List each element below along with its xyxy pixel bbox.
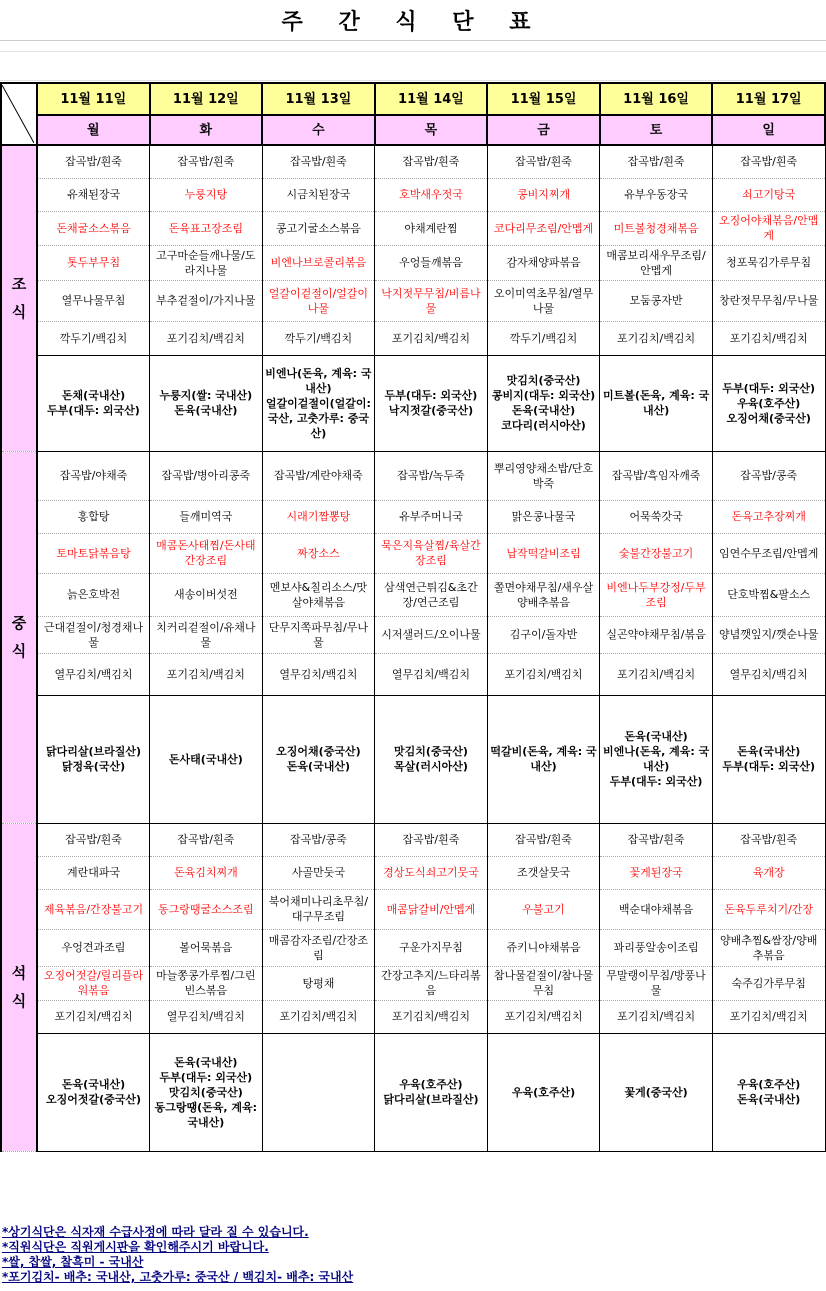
menu-item: 잡곡밥/흰죽 bbox=[712, 823, 825, 856]
date-cell: 11월 15일 bbox=[487, 83, 600, 115]
menu-item: 치커리겉절이/유채나물 bbox=[150, 616, 263, 653]
spacer-row bbox=[0, 52, 826, 81]
menu-item: 매콤돈사태찜/돈사태간장조림 bbox=[150, 533, 263, 573]
origin-row bbox=[1, 1033, 825, 1151]
menu-item: 모둠콩자반 bbox=[600, 280, 713, 321]
spacer-row bbox=[0, 41, 826, 52]
origin-info: 맛김치(중국산) 콩비지(대두: 외국산) 돈육(국내산) 코다리(러시아산) bbox=[487, 355, 600, 451]
menu-item: 구운가지무침 bbox=[375, 929, 488, 966]
note-line: *포기김치- 배추: 국내산, 고춧가루: 중국산 / 백김치- 배추: 국내산 bbox=[2, 1270, 354, 1284]
origin-info: 두부(대두: 외국산) 우육(호주산) 오징어채(중국산) bbox=[712, 355, 825, 451]
menu-item: 비엔나브로콜리볶음 bbox=[262, 245, 375, 280]
menu-item: 부추겉절이/가지나물 bbox=[150, 280, 263, 321]
menu-item: 잡곡밥/녹두죽 bbox=[375, 451, 488, 500]
origin-info: 맛김치(중국산) 목살(러시아산) bbox=[375, 695, 488, 823]
menu-row bbox=[1, 653, 825, 695]
menu-item: 깍두기/백김치 bbox=[37, 321, 150, 355]
menu-row bbox=[1, 145, 825, 178]
menu-item: 잡곡밥/흰죽 bbox=[150, 823, 263, 856]
origin-info: 꽃게(중국산) bbox=[600, 1033, 713, 1151]
menu-item: 제육볶음/간장불고기 bbox=[37, 889, 150, 929]
day-cell: 일 bbox=[712, 115, 825, 145]
menu-item: 콩고기굴소스볶음 bbox=[262, 211, 375, 245]
day-row bbox=[1, 115, 825, 145]
menu-row bbox=[1, 280, 825, 321]
menu-item: 감자채양파볶음 bbox=[487, 245, 600, 280]
menu-row bbox=[1, 823, 825, 856]
menu-item: 우엉들깨볶음 bbox=[375, 245, 488, 280]
origin-info: 돈육(국내산) 오징어젓갈(중국산) bbox=[37, 1033, 150, 1151]
menu-item: 야채계란찜 bbox=[375, 211, 488, 245]
menu-item: 포기김치/백김치 bbox=[712, 321, 825, 355]
meal-label: 중 식 bbox=[1, 451, 37, 823]
date-cell: 11월 11일 bbox=[37, 83, 150, 115]
weekly-menu-table bbox=[0, 82, 826, 1152]
origin-info bbox=[262, 1033, 375, 1151]
menu-item: 잡곡밥/콩죽 bbox=[262, 823, 375, 856]
menu-row bbox=[1, 321, 825, 355]
menu-item: 늙은호박전 bbox=[37, 573, 150, 616]
menu-item: 잡곡밥/흰죽 bbox=[712, 145, 825, 178]
menu-item: 코다리무조림/안멥게 bbox=[487, 211, 600, 245]
menu-item: 잡곡밥/흰죽 bbox=[487, 145, 600, 178]
day-cell: 토 bbox=[600, 115, 713, 145]
menu-item: 경상도식쇠고기뭇국 bbox=[375, 856, 488, 889]
menu-item: 잡곡밥/흰죽 bbox=[600, 823, 713, 856]
menu-item: 쫄면야채무침/새우살양배추볶음 bbox=[487, 573, 600, 616]
menu-item: 돈육표고장조림 bbox=[150, 211, 263, 245]
menu-item: 숯불간장불고기 bbox=[600, 533, 713, 573]
origin-row bbox=[1, 695, 825, 823]
menu-item: 매콤닭갈비/안멥게 bbox=[375, 889, 488, 929]
menu-item: 호박새우젓국 bbox=[375, 178, 488, 211]
origin-info: 돈채(국내산) 두부(대두: 외국산) bbox=[37, 355, 150, 451]
menu-item: 임연수무조림/안멥게 bbox=[712, 533, 825, 573]
menu-item: 포기김치/백김치 bbox=[600, 653, 713, 695]
menu-item: 맑은콩나물국 bbox=[487, 500, 600, 533]
menu-item: 낙지젓무무침/비름나물 bbox=[375, 280, 488, 321]
menu-item: 열무김치/백김치 bbox=[712, 653, 825, 695]
menu-item: 잡곡밥/흑임자깨죽 bbox=[600, 451, 713, 500]
date-row bbox=[1, 83, 825, 115]
menu-item: 잡곡밥/야채죽 bbox=[37, 451, 150, 500]
menu-item: 시저샐러드/오이나물 bbox=[375, 616, 488, 653]
menu-item: 매콤감자조림/간장조림 bbox=[262, 929, 375, 966]
menu-item: 꽃게된장국 bbox=[600, 856, 713, 889]
corner-cell bbox=[1, 83, 37, 145]
menu-item: 쇠고기탕국 bbox=[712, 178, 825, 211]
menu-item: 뿌리영양채소밥/단호박죽 bbox=[487, 451, 600, 500]
menu-row bbox=[1, 533, 825, 573]
menu-item: 창란젓무무침/무나물 bbox=[712, 280, 825, 321]
menu-row bbox=[1, 889, 825, 929]
note-line: *쌀, 찹쌀, 찰흑미 - 국내산 bbox=[2, 1255, 144, 1269]
menu-item: 육개장 bbox=[712, 856, 825, 889]
menu-item: 양배추찜&쌈장/양배추볶음 bbox=[712, 929, 825, 966]
origin-info: 오징어채(중국산) 돈육(국내산) bbox=[262, 695, 375, 823]
menu-item: 잡곡밥/흰죽 bbox=[150, 145, 263, 178]
menu-item: 콩비지찌개 bbox=[487, 178, 600, 211]
menu-item: 간장고추지/느타리볶음 bbox=[375, 966, 488, 1000]
menu-row bbox=[1, 1000, 825, 1033]
day-cell: 수 bbox=[262, 115, 375, 145]
menu-item: 잡곡밥/흰죽 bbox=[375, 823, 488, 856]
menu-item: 돈육김치찌개 bbox=[150, 856, 263, 889]
origin-info: 미트볼(돈육, 계육: 국내산) bbox=[600, 355, 713, 451]
note-line: *직원식단은 직원게시판을 확인해주시기 바랍니다. bbox=[2, 1240, 269, 1254]
menu-row bbox=[1, 178, 825, 211]
menu-item: 미트볼청경채볶음 bbox=[600, 211, 713, 245]
menu-item: 삼색연근튀김&초간장/연근조림 bbox=[375, 573, 488, 616]
menu-item: 포기김치/백김치 bbox=[487, 1000, 600, 1033]
menu-item: 포기김치/백김치 bbox=[150, 321, 263, 355]
origin-info: 누룽지(쌀: 국내산) 돈육(국내산) bbox=[150, 355, 263, 451]
menu-item: 시래기짬뽕탕 bbox=[262, 500, 375, 533]
menu-item: 누룽지탕 bbox=[150, 178, 263, 211]
menu-row bbox=[1, 245, 825, 280]
date-cell: 11월 17일 bbox=[712, 83, 825, 115]
menu-item: 열무김치/백김치 bbox=[375, 653, 488, 695]
date-cell: 11월 16일 bbox=[600, 83, 713, 115]
menu-item: 묵은지육살찜/육살간장조림 bbox=[375, 533, 488, 573]
day-cell: 금 bbox=[487, 115, 600, 145]
origin-info: 돈육(국내산) 비엔나(돈육, 계육: 국내산) 두부(대두: 외국산) bbox=[600, 695, 713, 823]
menu-item: 유채된장국 bbox=[37, 178, 150, 211]
menu-item: 김구이/돌자반 bbox=[487, 616, 600, 653]
day-cell: 월 bbox=[37, 115, 150, 145]
menu-item: 얼갈이겉절이/얼갈이나물 bbox=[262, 280, 375, 321]
origin-info: 비엔나(돈육, 계육: 국내산) 얼갈이겉절이(얼갈이: 국산, 고춧가루: 중국산) bbox=[262, 355, 375, 451]
menu-item: 청포묵김가루무침 bbox=[712, 245, 825, 280]
menu-item: 꽈리풍알송이조림 bbox=[600, 929, 713, 966]
menu-row bbox=[1, 211, 825, 245]
menu-item: 우엉견과조림 bbox=[37, 929, 150, 966]
menu-item: 돈채굴소스볶음 bbox=[37, 211, 150, 245]
menu-item: 포기김치/백김치 bbox=[375, 321, 488, 355]
menu-item: 단무지쪽파무침/무나물 bbox=[262, 616, 375, 653]
page-title: 주 간 식 단 표 bbox=[281, 9, 545, 35]
menu-item: 오징어젓갈/릴리플라워볶음 bbox=[37, 966, 150, 1000]
origin-info: 두부(대두: 외국산) 낙지젓갈(중국산) bbox=[375, 355, 488, 451]
menu-item: 우불고기 bbox=[487, 889, 600, 929]
menu-item: 포기김치/백김치 bbox=[712, 1000, 825, 1033]
menu-item: 오이미역초무침/열무나물 bbox=[487, 280, 600, 321]
menu-item: 백순대야채볶음 bbox=[600, 889, 713, 929]
menu-item: 매콤보리새우무조림/안멥게 bbox=[600, 245, 713, 280]
menu-item: 열무김치/백김치 bbox=[37, 653, 150, 695]
menu-row bbox=[1, 856, 825, 889]
menu-item: 동그랑땡굴소스조림 bbox=[150, 889, 263, 929]
menu-item: 유부우동장국 bbox=[600, 178, 713, 211]
menu-row bbox=[1, 966, 825, 1000]
menu-item: 열무김치/백김치 bbox=[150, 1000, 263, 1033]
menu-item: 포기김치/백김치 bbox=[487, 653, 600, 695]
menu-item: 열무김치/백김치 bbox=[262, 653, 375, 695]
origin-info: 떡갈비(돈육, 계육: 국내산) bbox=[487, 695, 600, 823]
menu-item: 홍합탕 bbox=[37, 500, 150, 533]
menu-item: 새송이버섯전 bbox=[150, 573, 263, 616]
origin-info: 우육(호주산) 돈육(국내산) bbox=[712, 1033, 825, 1151]
menu-item: 근대겉절이/청경채나물 bbox=[37, 616, 150, 653]
menu-item: 비엔나두부강정/두부조림 bbox=[600, 573, 713, 616]
menu-item: 실곤약야채무침/볶음 bbox=[600, 616, 713, 653]
menu-item: 유부주머니국 bbox=[375, 500, 488, 533]
menu-item: 열무나물무침 bbox=[37, 280, 150, 321]
date-cell: 11월 13일 bbox=[262, 83, 375, 115]
menu-item: 잡곡밥/흰죽 bbox=[375, 145, 488, 178]
menu-item: 숙주김가루무침 bbox=[712, 966, 825, 1000]
menu-item: 단호박찜&팔소스 bbox=[712, 573, 825, 616]
diagonal-line bbox=[2, 85, 34, 143]
menu-item: 포기김치/백김치 bbox=[600, 1000, 713, 1033]
menu-item: 잡곡밥/계란야채죽 bbox=[262, 451, 375, 500]
menu-item: 탕평채 bbox=[262, 966, 375, 1000]
menu-item: 어묵쑥갓국 bbox=[600, 500, 713, 533]
title-bar bbox=[0, 0, 826, 41]
menu-item: 토마토닭볶음탕 bbox=[37, 533, 150, 573]
menu-item: 포기김치/백김치 bbox=[37, 1000, 150, 1033]
menu-item: 돈육고추장찌개 bbox=[712, 500, 825, 533]
date-cell: 11월 14일 bbox=[375, 83, 488, 115]
menu-item: 사골만둣국 bbox=[262, 856, 375, 889]
menu-item: 돈육두루치기/간장 bbox=[712, 889, 825, 929]
menu-item: 무말랭이무침/방풍나물 bbox=[600, 966, 713, 1000]
menu-item: 쥬키니야채볶음 bbox=[487, 929, 600, 966]
menu-item: 잡곡밥/흰죽 bbox=[37, 823, 150, 856]
note-line: *상기식단은 식자재 수급사정에 따라 달라 질 수 있습니다. bbox=[2, 1225, 309, 1239]
origin-info: 돈육(국내산) 두부(대두: 외국산) bbox=[712, 695, 825, 823]
menu-item: 포기김치/백김치 bbox=[600, 321, 713, 355]
menu-item: 멘보샤&칠리소스/맛살야채볶음 bbox=[262, 573, 375, 616]
menu-item: 마늘쫑콩가루찜/그린빈스볶음 bbox=[150, 966, 263, 1000]
menu-row bbox=[1, 451, 825, 500]
menu-item: 고구마순들깨나물/도라지나물 bbox=[150, 245, 263, 280]
menu-item: 양념깻잎지/깻순나물 bbox=[712, 616, 825, 653]
origin-info: 돈사태(국내산) bbox=[150, 695, 263, 823]
menu-item: 볼어묵볶음 bbox=[150, 929, 263, 966]
menu-row bbox=[1, 616, 825, 653]
meal-label: 석 식 bbox=[1, 823, 37, 1151]
menu-item: 계란대파국 bbox=[37, 856, 150, 889]
origin-info: 우육(호주산) 닭다리살(브라질산) bbox=[375, 1033, 488, 1151]
menu-row bbox=[1, 573, 825, 616]
menu-item: 시금치된장국 bbox=[262, 178, 375, 211]
menu-item: 포기김치/백김치 bbox=[375, 1000, 488, 1033]
menu-item: 납작떡갈비조림 bbox=[487, 533, 600, 573]
meal-label: 조 식 bbox=[1, 145, 37, 451]
menu-item: 참나물겉절이/참나물무침 bbox=[487, 966, 600, 1000]
menu-item: 포기김치/백김치 bbox=[150, 653, 263, 695]
menu-item: 깍두기/백김치 bbox=[262, 321, 375, 355]
day-cell: 화 bbox=[150, 115, 263, 145]
menu-item: 잡곡밥/콩죽 bbox=[712, 451, 825, 500]
menu-item: 톳두부무침 bbox=[37, 245, 150, 280]
menu-item: 깍두기/백김치 bbox=[487, 321, 600, 355]
menu-item: 잡곡밥/흰죽 bbox=[37, 145, 150, 178]
menu-item: 잡곡밥/흰죽 bbox=[600, 145, 713, 178]
menu-row bbox=[1, 500, 825, 533]
date-cell: 11월 12일 bbox=[150, 83, 263, 115]
origin-info: 돈육(국내산) 두부(대두: 외국산) 맛김치(중국산) 동그랑땡(돈육, 계육: 국내산) bbox=[150, 1033, 263, 1151]
menu-item: 들깨미역국 bbox=[150, 500, 263, 533]
menu-item: 조갯살뭇국 bbox=[487, 856, 600, 889]
menu-item: 짜장소스 bbox=[262, 533, 375, 573]
menu-item: 잡곡밥/흰죽 bbox=[487, 823, 600, 856]
menu-item: 북어채미나리초무침/대구무조림 bbox=[262, 889, 375, 929]
menu-item: 잡곡밥/병아리콩죽 bbox=[150, 451, 263, 500]
notes bbox=[2, 1225, 353, 1285]
menu-row bbox=[1, 929, 825, 966]
menu-item: 잡곡밥/흰죽 bbox=[262, 145, 375, 178]
menu-item: 오징어야채볶음/안맵게 bbox=[712, 211, 825, 245]
menu-item: 포기김치/백김치 bbox=[262, 1000, 375, 1033]
origin-info: 우육(호주산) bbox=[487, 1033, 600, 1151]
origin-row bbox=[1, 355, 825, 451]
origin-info: 닭다리살(브라질산) 닭정육(국산) bbox=[37, 695, 150, 823]
day-cell: 목 bbox=[375, 115, 488, 145]
